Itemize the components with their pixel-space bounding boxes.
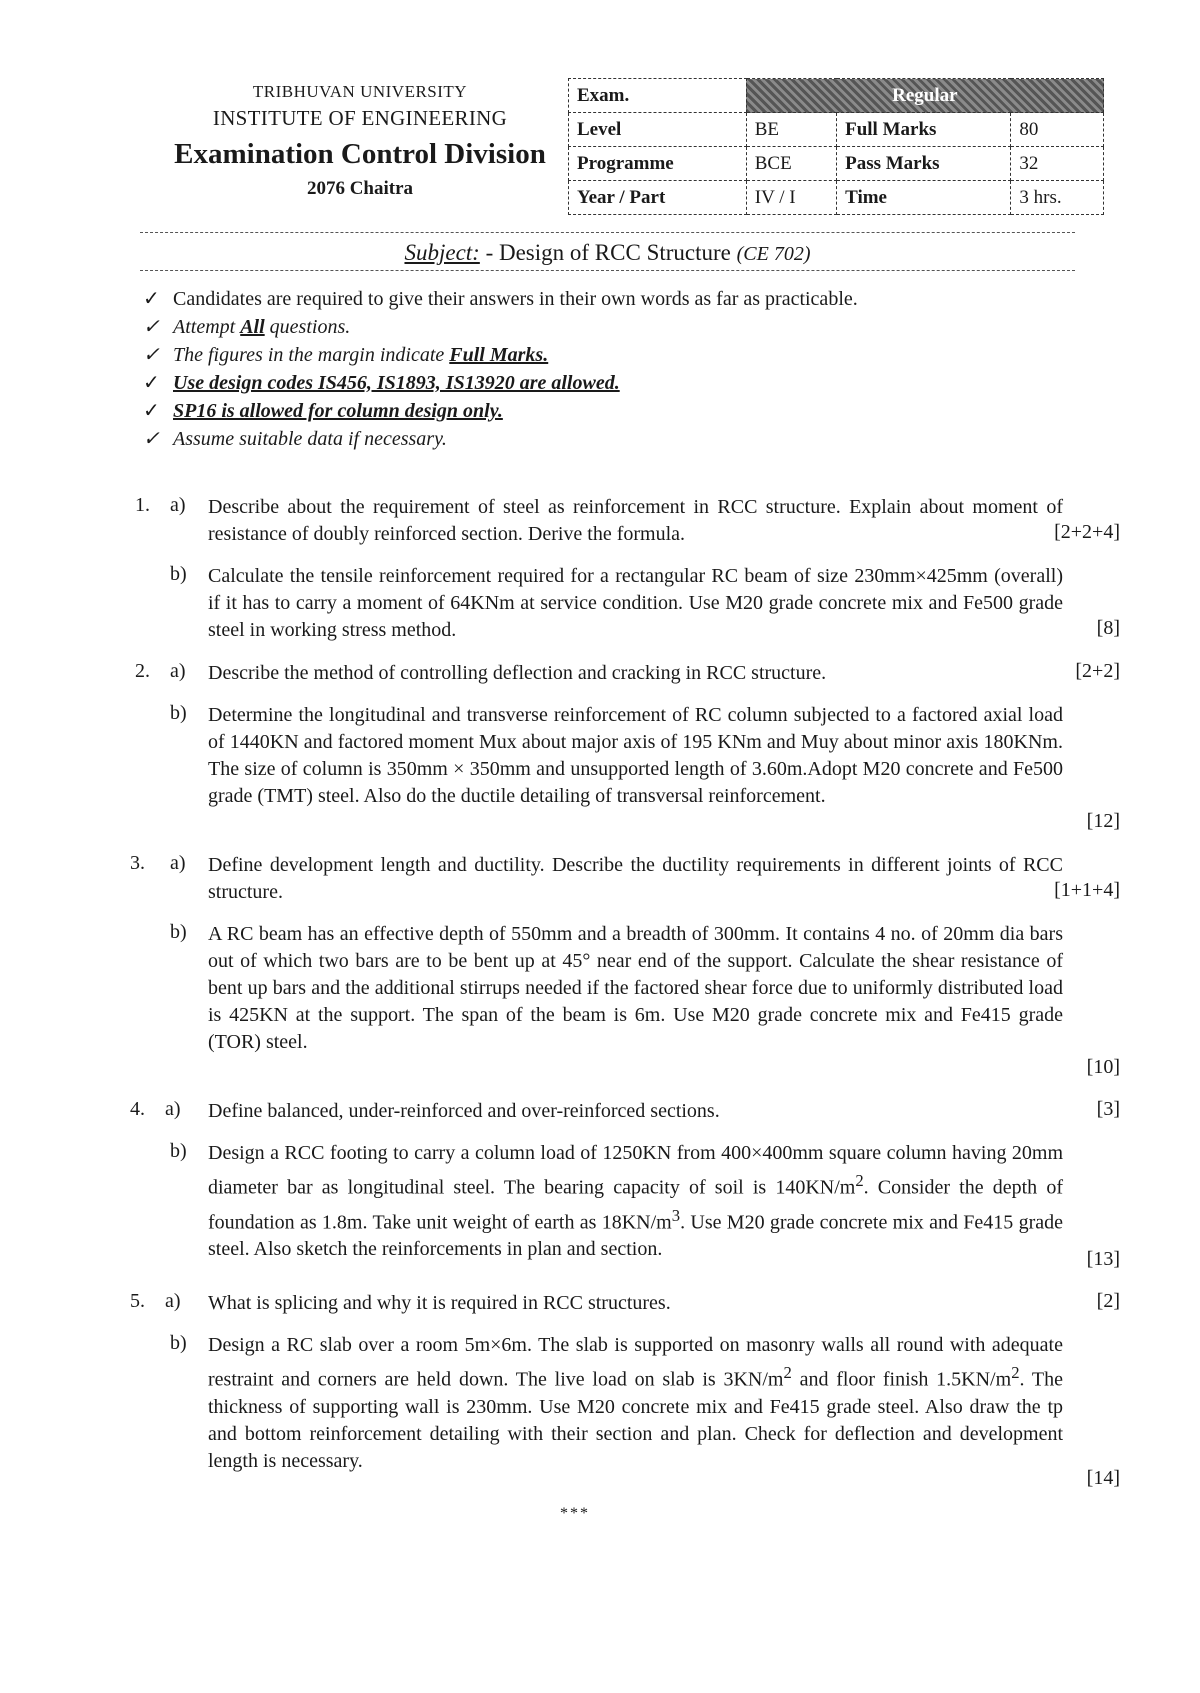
q1a-text: Describe about the requirement of steel as reinforcement in RCC structure. Explain about moment of resistance of doubly reinforced section. Derive the formula. — [208, 496, 1063, 545]
divider-bottom — [140, 270, 1075, 271]
check-icon: ✓ — [143, 372, 160, 394]
divider-top — [140, 232, 1075, 233]
subject-code: (CE 702) — [736, 243, 811, 265]
subject-name: - Design of RCC Structure — [485, 240, 731, 265]
q4b-marks: [13] — [1086, 1248, 1120, 1270]
division-name: Examination Control Division — [174, 138, 546, 170]
check-icon: ✓ — [143, 344, 160, 366]
q4a-label: a) — [165, 1098, 181, 1120]
q4-number: 4. — [130, 1098, 145, 1120]
q4b-text: Design a RCC footing to carry a column load of 1250KN from 400×400mm square column having 20mm diameter bar as longitudinal steel. The bearing capacity of soil is $140KN/m^2$. Consider the depth of foundation as 1.8m. Take unit weight of earth as $18KN/m^3$. Use M20 grade concrete mix and Fe415 grade steel. Also sketch the reinforcements in plan and section. — [208, 1142, 1063, 1261]
level-label: Level — [569, 113, 747, 147]
year-part-value: IV / I — [746, 181, 836, 215]
q2b-label: b) — [170, 702, 187, 724]
instruction-4: ✓ Use design codes IS456, IS1893, IS13920 are allowed. — [143, 372, 620, 394]
q5b-marks: [14] — [1086, 1467, 1120, 1489]
programme-value: BCE — [746, 147, 836, 181]
instruction-2: ✓ Attempt All questions. — [143, 316, 351, 338]
check-icon: ✓ — [143, 428, 160, 450]
end-marker: *** — [560, 1505, 590, 1522]
subject-label: Subject: — [404, 240, 480, 265]
year-part-label: Year / Part — [569, 181, 747, 215]
q2b-text: Determine the longitudinal and transverse reinforcement of RC column subjected to a factored axial load of 1440KN and factored moment Mux about major axis of 195 KNm and Muy about minor axis 180KNm. The size of column is 350mm × 350mm and unsupported length of 3.60m.Adopt M20 concrete and Fe500 grade (TMT) steel. Also do the ductile detailing of transversal reinforcement. — [208, 704, 1063, 807]
exam-label: Exam. — [569, 79, 747, 113]
q5a-marks: [2] — [1096, 1290, 1120, 1312]
q4a-text: Define balanced, under-reinforced and over-reinforced sections. — [208, 1100, 720, 1122]
q5-number: 5. — [130, 1290, 145, 1312]
q4b-label: b) — [170, 1140, 187, 1162]
q5a-label: a) — [165, 1290, 181, 1312]
instruction-1: ✓ Candidates are required to give their answers in their own words as far as practicable. — [143, 288, 858, 310]
q2a-text: Describe the method of controlling deflection and cracking in RCC structure. — [208, 662, 827, 684]
q3a-label: a) — [170, 852, 186, 874]
q4a-marks: [3] — [1096, 1098, 1120, 1120]
time-value: 3 hrs. — [1011, 181, 1104, 215]
pass-marks-label: Pass Marks — [837, 147, 1011, 181]
level-value: BE — [746, 113, 836, 147]
q1-number: 1. — [135, 494, 150, 516]
full-marks-value: 80 — [1011, 113, 1104, 147]
check-icon: ✓ — [143, 288, 160, 310]
instruction-6: ✓ Assume suitable data if necessary. — [143, 428, 447, 450]
q1a-label: a) — [170, 494, 186, 516]
q2-number: 2. — [135, 660, 150, 682]
q3a-text: Define development length and ductility. Describe the ductility requirements in different joints of RCC structure. — [208, 854, 1063, 903]
check-icon: ✓ — [143, 400, 160, 422]
q5b-text: Design a RC slab over a room 5m×6m. The slab is supported on masonry walls all round with adequate restraint and corners are held down. The live load on slab is $3KN/m^2$ and floor finish $1.5KN/m^2$. The thickness of supporting wall is 230mm. Use M20 concrete mix and Fe415 grade steel. Also draw the tp and bottom reinforcement detailing with their section and plan. Check for deflection and development length is necessary. — [208, 1334, 1064, 1472]
q3b-label: b) — [170, 921, 187, 943]
subject-line — [140, 240, 1075, 266]
q1b-label: b) — [170, 563, 187, 585]
q1b-text: Calculate the tensile reinforcement required for a rectangular RC beam of size 230mm×425mm (overall) if it has to carry a moment of 64KNm at service condition. Use M20 grade concrete mix and Fe500 grade steel in working stress method. — [208, 565, 1063, 641]
full-marks-label: Full Marks — [837, 113, 1011, 147]
q1a-marks: [2+2+4] — [1054, 521, 1120, 543]
institute-name: INSTITUTE OF ENGINEERING — [212, 106, 508, 130]
university-name: TRIBHUVAN UNIVERSITY — [252, 82, 468, 101]
programme-label: Programme — [569, 147, 747, 181]
instruction-5: ✓ SP16 is allowed for column design only. — [143, 400, 503, 422]
instruction-3: ✓ The figures in the margin indicate Full Marks. — [143, 344, 549, 366]
q3a-marks: [1+1+4] — [1054, 879, 1120, 901]
q3b-text: A RC beam has an effective depth of 550mm and a breadth of 300mm. It contains 4 no. of 20mm dia bars out of which two bars are to be bent up at 45° near end of the support. Calculate the shear resistance of bent up bars and the additional stirrups needed if the factored shear force due to uniformly distributed load is 425KN at the support. The span of the beam is 6m. Use M20 grade concrete mix and Fe415 grade (TOR) steel. — [208, 923, 1063, 1053]
q2a-label: a) — [170, 660, 186, 682]
exam-info-table — [568, 78, 1104, 215]
q5b-label: b) — [170, 1332, 187, 1354]
q1b-marks: [8] — [1096, 617, 1120, 639]
exam-session: 2076 Chaitra — [306, 178, 414, 199]
q3b-marks: [10] — [1086, 1056, 1120, 1078]
q2a-marks: [2+2] — [1075, 660, 1120, 682]
pass-marks-value: 32 — [1011, 147, 1104, 181]
q3-number: 3. — [130, 852, 145, 874]
q2b-marks: [12] — [1086, 810, 1120, 832]
check-icon: ✓ — [143, 316, 160, 338]
q5a-text: What is splicing and why it is required in RCC structures. — [208, 1292, 671, 1314]
exam-type-value: Regular — [746, 79, 1103, 113]
time-label: Time — [837, 181, 1011, 215]
